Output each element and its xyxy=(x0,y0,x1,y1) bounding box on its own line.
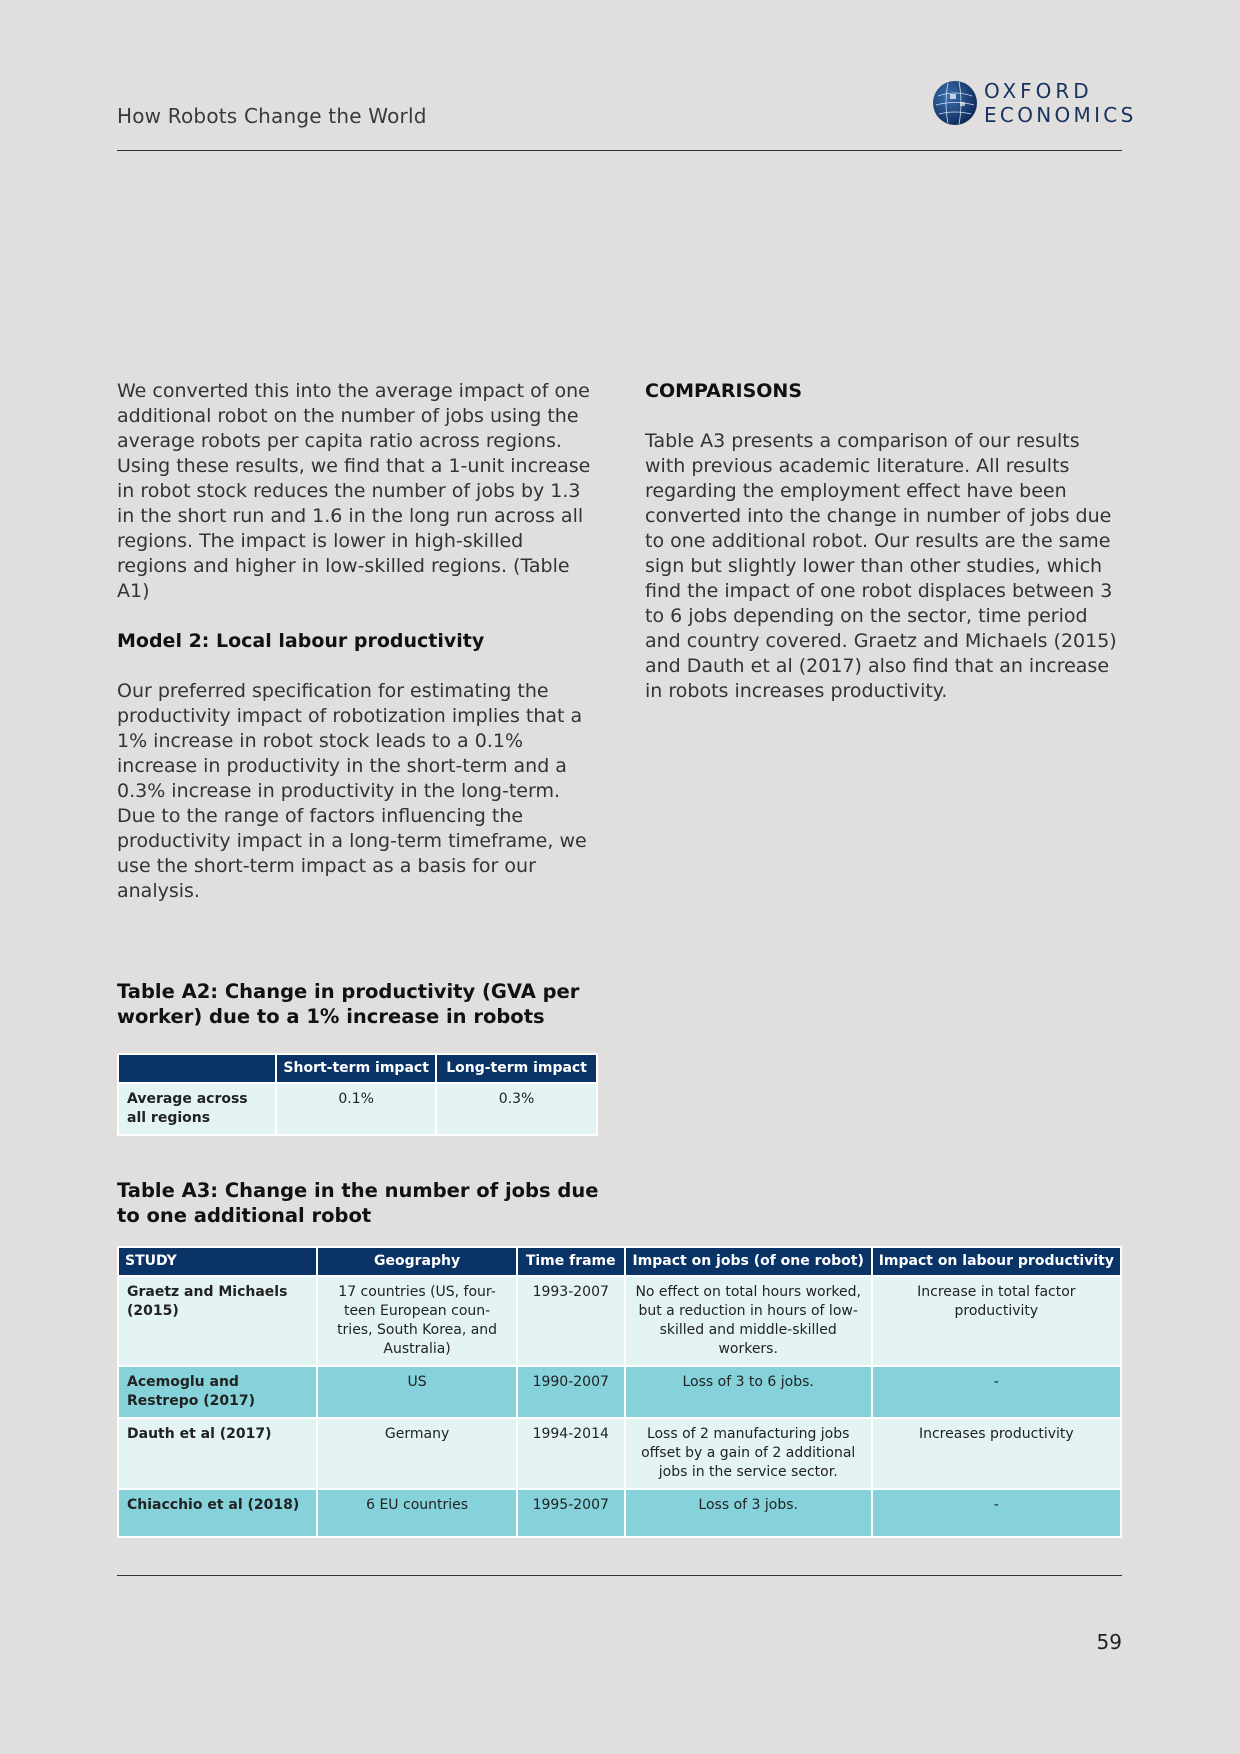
footer-divider xyxy=(117,1575,1122,1576)
table-cell: Graetz and Michaels (2015) xyxy=(118,1276,317,1366)
table-a3-header-study: STUDY xyxy=(118,1247,317,1276)
right-column xyxy=(645,379,1123,704)
table-cell: No effect on total hours worked, but a reduction in hours of low-skilled and middle-skilled workers. xyxy=(625,1276,872,1366)
logo-text-oxford: OXFORD xyxy=(984,79,1093,103)
comparisons-heading: COMPARISONS xyxy=(645,380,803,402)
model-2-paragraph: Our preferred specification for estimating the productivity impact of robotization implies that a 1% increase in robot stock leads to a 0.1% increase in productivity in the short-term and a 0.3% increase in productivity in the long-term. Due to the range of factors influencing the productivity impact in a long-term timeframe, we use the short-term impact as a basis for our analysis. xyxy=(117,680,587,902)
table-cell: Loss of 3 jobs. xyxy=(625,1489,872,1537)
comparisons-paragraph: Table A3 presents a comparison of our results with previous academic literature. All results regarding the employment effect have been converted into the change in number of jobs due to one additional robot. Our results are the same sign but slightly lower than other studies, which find the impact of one robot displaces between 3 to 6 jobs depending on the sector, time period and country covered. Graetz and Michaels (2015) and Dauth et al (2017) also find that an increase in robots increases productivity. xyxy=(645,430,1117,702)
table-a3-header-impact-jobs: Impact on jobs (of one robot) xyxy=(625,1247,872,1276)
table-row xyxy=(118,1276,1121,1366)
table-cell: Increases productivity xyxy=(872,1418,1121,1489)
table-cell: Germany xyxy=(317,1418,516,1489)
table-cell: 6 EU countries xyxy=(317,1489,516,1537)
table-cell: Loss of 2 manufacturing jobs offset by a gain of 2 additional jobs in the service sector. xyxy=(625,1418,872,1489)
table-cell: - xyxy=(872,1366,1121,1418)
table-a2-header-short-term: Short-term impact xyxy=(276,1054,436,1083)
table-a2-header-long-term: Long-term impact xyxy=(436,1054,597,1083)
table-cell: Loss of 3 to 6 jobs. xyxy=(625,1366,872,1418)
page-number: 59 xyxy=(1096,1630,1122,1654)
table-cell: - xyxy=(872,1489,1121,1537)
left-column xyxy=(117,379,597,904)
oxford-economics-logo xyxy=(932,79,1137,128)
table-cell: 1990-2007 xyxy=(517,1366,625,1418)
table-cell: Acemoglu and Restrepo (2017) xyxy=(118,1366,317,1418)
table-cell: Chiacchio et al (2018) xyxy=(118,1489,317,1537)
table-cell: US xyxy=(317,1366,516,1418)
table-row xyxy=(118,1418,1121,1489)
table-cell: Average across all regions xyxy=(118,1083,276,1135)
table-a3-header-impact-productivity: Impact on labour productivity xyxy=(872,1247,1121,1276)
table-cell: 1993-2007 xyxy=(517,1276,625,1366)
table-a3 xyxy=(117,1246,1122,1538)
intro-paragraph: We converted this into the average impact of one additional robot on the number of jobs using the average robots per capita ratio across regions. Using these results, we find that a 1-unit increase in robot stock reduces the number of jobs by 1.3 in the short run and 1.6 in the long run across all regions. The impact is lower in high-skilled regions and higher in low-skilled regions. (Table A1) xyxy=(117,380,591,602)
table-row xyxy=(118,1083,597,1135)
table-a3-title: Table A3: Change in the number of jobs due to one additional robot xyxy=(117,1179,599,1227)
globe-icon xyxy=(932,80,978,126)
table-cell: 17 countries (US, four-teen European coun-tries, South Korea, and Australia) xyxy=(317,1276,516,1366)
table-a2-header-empty xyxy=(118,1054,276,1083)
table-cell: 0.3% xyxy=(436,1083,597,1135)
table-cell: 0.1% xyxy=(276,1083,436,1135)
table-a2-title: Table A2: Change in productivity (GVA per worker) due to a 1% increase in robots xyxy=(117,980,580,1028)
table-cell: 1995-2007 xyxy=(517,1489,625,1537)
table-cell: Dauth et al (2017) xyxy=(118,1418,317,1489)
header-divider xyxy=(117,150,1122,151)
table-a2 xyxy=(117,1053,598,1136)
table-row xyxy=(118,1489,1121,1537)
model-2-heading: Model 2: Local labour productivity xyxy=(117,630,485,652)
table-cell: Increase in total factor productivity xyxy=(872,1276,1121,1366)
running-header: How Robots Change the World xyxy=(117,104,427,128)
table-a3-header-time-frame: Time frame xyxy=(517,1247,625,1276)
table-cell: 1994-2014 xyxy=(517,1418,625,1489)
logo-text-economics: ECONOMICS xyxy=(984,103,1137,127)
table-a3-header-geography: Geography xyxy=(317,1247,516,1276)
table-row xyxy=(118,1366,1121,1418)
